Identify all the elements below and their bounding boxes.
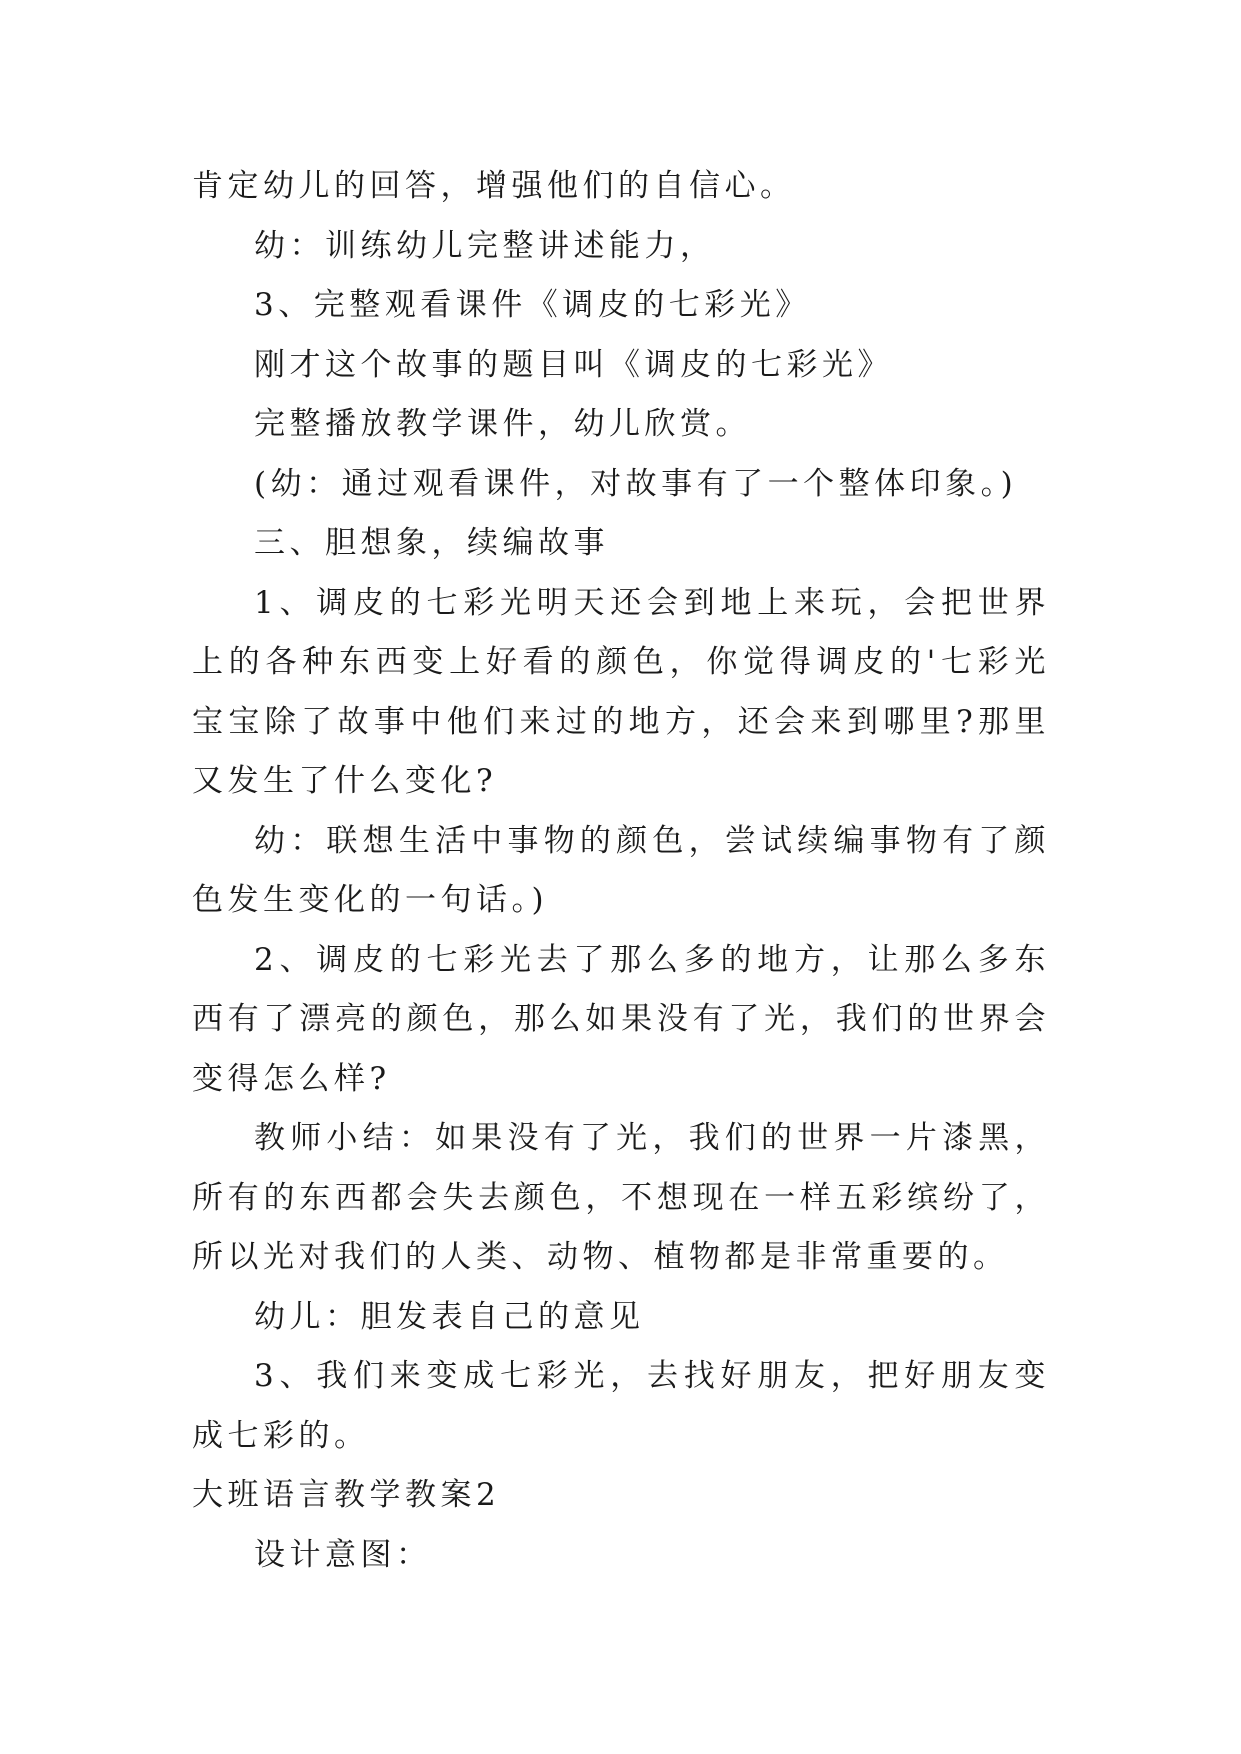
paragraph: 3、完整观看课件《调皮的七彩光》 [254,287,811,323]
paragraph: 教师小结：如果没有了光，我们的世界一片漆黑，所有的东西都会失去颜色，不想现在一样五彩缤纷了，所以光对我们的人类、动物、植物都是非常重要的。 [192,1120,1050,1275]
document-body [192,157,1050,1585]
paragraph: 肯定幼儿的回答，增强他们的自信心。 [192,168,796,204]
section-heading: 大班语言教学教案2 [192,1477,501,1513]
paragraph: 幼：联想生活中事物的颜色，尝试续编事物有了颜色发生变化的一句话。) [192,822,1050,918]
paragraph: 刚才这个故事的题目叫《调皮的七彩光》 [254,346,893,383]
paragraph: 三、胆想象，续编故事 [254,525,609,561]
paragraph: 1、调皮的七彩光明天还会到地上来玩，会把世界上的各种东西变上好看的颜色，你觉得调皮的'七彩光宝宝除了故事中他们来过的地方，还会来到哪里?那里又发生了什么变化? [192,584,1050,799]
paragraph: 设计意图： [254,1536,432,1573]
paragraph: 幼：训练幼儿完整讲述能力， [254,227,716,264]
paragraph: 2、调皮的七彩光去了那么多的地方，让那么多东西有了漂亮的颜色，那么如果没有了光，我们的世界会变得怎么样? [192,941,1050,1097]
paragraph: 3、我们来变成七彩光，去找好朋友，把好朋友变成七彩的。 [192,1358,1050,1454]
paragraph: 完整播放教学课件，幼儿欣赏。 [254,406,751,442]
paragraph: (幼：通过观看课件，对故事有了一个整体印象。) [254,465,1018,502]
paragraph: 幼儿：胆发表自己的意见 [254,1298,645,1335]
